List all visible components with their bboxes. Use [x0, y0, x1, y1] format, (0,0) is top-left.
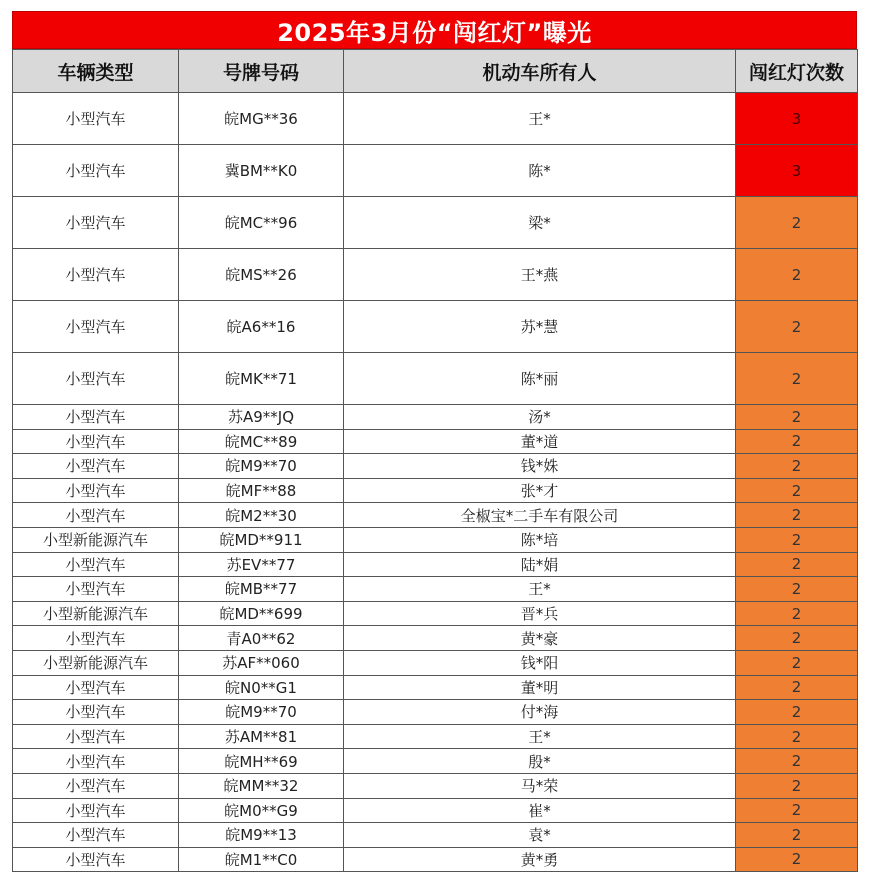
- owner-cell: 殷*: [344, 749, 736, 774]
- plate-number-cell: 青A0**62: [179, 626, 344, 651]
- owner-cell: 张*才: [344, 478, 736, 503]
- red-light-count-cell: 2: [736, 503, 858, 528]
- table-row: [13, 478, 858, 503]
- red-light-count-cell: 2: [736, 749, 858, 774]
- table-row: [13, 601, 858, 626]
- owner-cell: 付*海: [344, 700, 736, 725]
- table-row: [13, 724, 858, 749]
- table-row: [13, 823, 858, 848]
- plate-number-cell: 皖MM**32: [179, 773, 344, 798]
- header-owner: 机动车所有人: [344, 50, 736, 93]
- owner-cell: 全椒宝*二手车有限公司: [344, 503, 736, 528]
- header-vehicle-type: 车辆类型: [13, 50, 179, 93]
- table-row: [13, 773, 858, 798]
- plate-number-cell: 皖MG**36: [179, 93, 344, 145]
- plate-number-cell: 皖M2**30: [179, 503, 344, 528]
- table-row: [13, 145, 858, 197]
- owner-cell: 梁*: [344, 197, 736, 249]
- red-light-count-cell: 2: [736, 197, 858, 249]
- owner-cell: 苏*慧: [344, 301, 736, 353]
- owner-cell: 马*荣: [344, 773, 736, 798]
- vehicle-type-cell: 小型汽车: [13, 773, 179, 798]
- vehicle-type-cell: 小型新能源汽车: [13, 650, 179, 675]
- owner-cell: 钱*阳: [344, 650, 736, 675]
- plate-number-cell: 皖M9**70: [179, 454, 344, 479]
- plate-number-cell: 皖M0**G9: [179, 798, 344, 823]
- plate-number-cell: 皖MC**89: [179, 429, 344, 454]
- vehicle-type-cell: 小型汽车: [13, 478, 179, 503]
- red-light-count-cell: 2: [736, 577, 858, 602]
- vehicle-type-cell: 小型汽车: [13, 197, 179, 249]
- plate-number-cell: 皖MC**96: [179, 197, 344, 249]
- violations-table: [12, 49, 858, 872]
- plate-number-cell: 皖MH**69: [179, 749, 344, 774]
- owner-cell: 陈*: [344, 145, 736, 197]
- plate-number-cell: 皖M9**13: [179, 823, 344, 848]
- vehicle-type-cell: 小型汽车: [13, 145, 179, 197]
- vehicle-type-cell: 小型汽车: [13, 700, 179, 725]
- table-row: [13, 650, 858, 675]
- vehicle-type-cell: 小型汽车: [13, 503, 179, 528]
- red-light-count-cell: 2: [736, 847, 858, 872]
- plate-number-cell: 皖M1**C0: [179, 847, 344, 872]
- vehicle-type-cell: 小型汽车: [13, 847, 179, 872]
- owner-cell: 晋*兵: [344, 601, 736, 626]
- vehicle-type-cell: 小型汽车: [13, 552, 179, 577]
- plate-number-cell: 苏AM**81: [179, 724, 344, 749]
- plate-number-cell: 苏EV**77: [179, 552, 344, 577]
- vehicle-type-cell: 小型汽车: [13, 798, 179, 823]
- red-light-count-cell: 2: [736, 823, 858, 848]
- owner-cell: 王*: [344, 724, 736, 749]
- red-light-count-cell: 2: [736, 700, 858, 725]
- red-light-count-cell: 2: [736, 650, 858, 675]
- vehicle-type-cell: 小型汽车: [13, 429, 179, 454]
- table-row: [13, 847, 858, 872]
- red-light-count-cell: 2: [736, 626, 858, 651]
- table-row: [13, 454, 858, 479]
- table-row: [13, 93, 858, 145]
- table-row: [13, 429, 858, 454]
- red-light-count-cell: 2: [736, 478, 858, 503]
- red-light-count-cell: 2: [736, 527, 858, 552]
- vehicle-type-cell: 小型汽车: [13, 454, 179, 479]
- vehicle-type-cell: 小型汽车: [13, 301, 179, 353]
- vehicle-type-cell: 小型汽车: [13, 675, 179, 700]
- red-light-count-cell: 2: [736, 405, 858, 430]
- red-light-count-cell: 2: [736, 249, 858, 301]
- owner-cell: 崔*: [344, 798, 736, 823]
- vehicle-type-cell: 小型新能源汽车: [13, 601, 179, 626]
- plate-number-cell: 苏AF**060: [179, 650, 344, 675]
- plate-number-cell: 皖MB**77: [179, 577, 344, 602]
- table-row: [13, 675, 858, 700]
- header-plate-number: 号牌号码: [179, 50, 344, 93]
- vehicle-type-cell: 小型汽车: [13, 353, 179, 405]
- table-row: [13, 700, 858, 725]
- plate-number-cell: 皖MD**699: [179, 601, 344, 626]
- red-light-count-cell: 2: [736, 301, 858, 353]
- red-light-count-cell: 3: [736, 145, 858, 197]
- red-light-count-cell: 2: [736, 675, 858, 700]
- vehicle-type-cell: 小型汽车: [13, 749, 179, 774]
- table-row: [13, 405, 858, 430]
- vehicle-type-cell: 小型汽车: [13, 93, 179, 145]
- red-light-count-cell: 2: [736, 454, 858, 479]
- owner-cell: 陈*丽: [344, 353, 736, 405]
- owner-cell: 陆*娟: [344, 552, 736, 577]
- header-row: [13, 50, 858, 93]
- owner-cell: 黄*豪: [344, 626, 736, 651]
- red-light-count-cell: 2: [736, 773, 858, 798]
- table-row: [13, 301, 858, 353]
- vehicle-type-cell: 小型汽车: [13, 724, 179, 749]
- plate-number-cell: 皖N0**G1: [179, 675, 344, 700]
- owner-cell: 董*明: [344, 675, 736, 700]
- plate-number-cell: 冀BM**K0: [179, 145, 344, 197]
- owner-cell: 钱*姝: [344, 454, 736, 479]
- plate-number-cell: 皖MD**911: [179, 527, 344, 552]
- owner-cell: 王*: [344, 93, 736, 145]
- vehicle-type-cell: 小型新能源汽车: [13, 527, 179, 552]
- plate-number-cell: 皖MK**71: [179, 353, 344, 405]
- vehicle-type-cell: 小型汽车: [13, 577, 179, 602]
- red-light-count-cell: 2: [736, 798, 858, 823]
- red-light-count-cell: 2: [736, 601, 858, 626]
- table-row: [13, 527, 858, 552]
- plate-number-cell: 皖A6**16: [179, 301, 344, 353]
- table-row: [13, 798, 858, 823]
- vehicle-type-cell: 小型汽车: [13, 249, 179, 301]
- exposure-sheet: [12, 11, 857, 872]
- owner-cell: 汤*: [344, 405, 736, 430]
- owner-cell: 黄*勇: [344, 847, 736, 872]
- table-row: [13, 249, 858, 301]
- owner-cell: 陈*培: [344, 527, 736, 552]
- table-row: [13, 552, 858, 577]
- table-row: [13, 626, 858, 651]
- table-row: [13, 353, 858, 405]
- owner-cell: 王*燕: [344, 249, 736, 301]
- plate-number-cell: 苏A9**JQ: [179, 405, 344, 430]
- red-light-count-cell: 3: [736, 93, 858, 145]
- vehicle-type-cell: 小型汽车: [13, 405, 179, 430]
- plate-number-cell: 皖MS**26: [179, 249, 344, 301]
- vehicle-type-cell: 小型汽车: [13, 626, 179, 651]
- owner-cell: 董*道: [344, 429, 736, 454]
- table-row: [13, 749, 858, 774]
- plate-number-cell: 皖MF**88: [179, 478, 344, 503]
- red-light-count-cell: 2: [736, 429, 858, 454]
- page-title: 2025年3月份“闯红灯”曝光: [12, 11, 857, 49]
- table-row: [13, 503, 858, 528]
- table-row: [13, 577, 858, 602]
- owner-cell: 袁*: [344, 823, 736, 848]
- plate-number-cell: 皖M9**70: [179, 700, 344, 725]
- red-light-count-cell: 2: [736, 552, 858, 577]
- red-light-count-cell: 2: [736, 724, 858, 749]
- header-red-light-count: 闯红灯次数: [736, 50, 858, 93]
- owner-cell: 王*: [344, 577, 736, 602]
- red-light-count-cell: 2: [736, 353, 858, 405]
- table-row: [13, 197, 858, 249]
- vehicle-type-cell: 小型汽车: [13, 823, 179, 848]
